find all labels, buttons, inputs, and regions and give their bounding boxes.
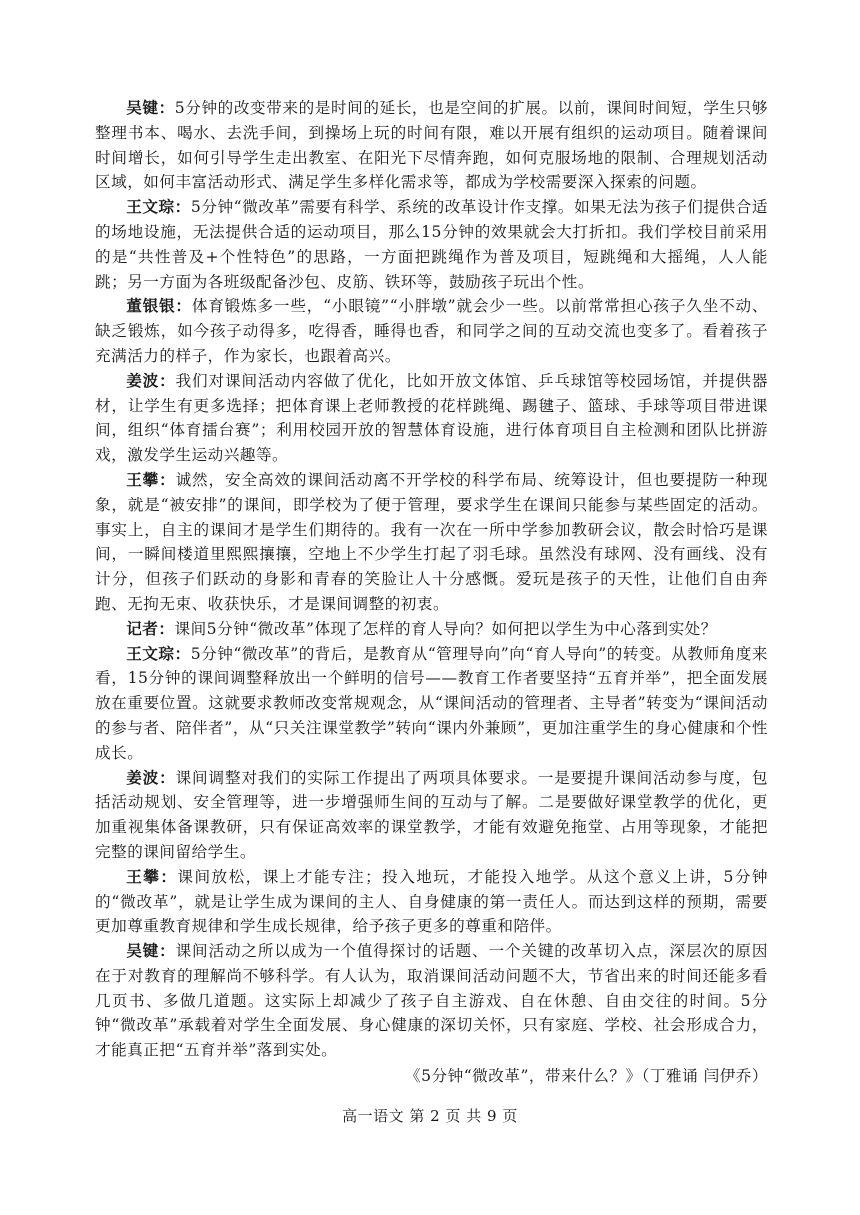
speaker-name: 吴键： [126, 941, 176, 961]
paragraph [95, 294, 768, 368]
paragraph [95, 939, 768, 1063]
paragraph [95, 617, 768, 642]
paragraph [95, 865, 768, 939]
speaker-name: 王文琮： [126, 643, 191, 663]
paragraph-text: 5分钟“微改革”需要有科学、系统的改革设计作支撑。如果无法为孩子们提供合适的场地设施，无法提供合适的运动项目，那么15分钟的效果就会大打折扣。我们学校目前采用的是“共性普及+个性特色”的思路，一方面把跳绳作为普及项目，短跳绳和大摇绳，人人能跳；另一方面为各班级配备沙包、皮筋、铁环等，鼓励孩子玩出个性。 [95, 198, 768, 291]
speaker-name: 记者： [126, 618, 175, 638]
page-footer: 高一语文 第 2 页 共 9 页 [342, 1107, 518, 1125]
paragraph-text: 课间调整对我们的实际工作提出了两项具体要求。一是要提升课间活动参与度，包括活动规划、安全管理等，进一步增强师生间的互动与了解。二是要做好课堂教学的优化，更加重视集体备课教研，只有保证高效率的课堂教学，才能有效避免拖堂、占用等现象，才能把完整的课间留给学生。 [95, 768, 768, 861]
paragraph-text: 课间5分钟“微改革”体现了怎样的育人导向？如何把以学生为中心落到实处？ [174, 619, 717, 638]
paragraph-text: 我们对课间活动内容做了优化，比如开放文体馆、乒乓球馆等校园场馆，并提供器材，让学生有更多选择；把体育课上老师教授的花样跳绳、踢毽子、篮球、手球等项目带进课间，组织“体育擂台赛”；利用校园开放的智慧体育设施，进行体育项目自主检测和团队比拼游戏，激发学生运动兴趣等。 [95, 371, 768, 465]
paragraph [95, 642, 768, 766]
speaker-name: 王文琮： [126, 197, 191, 217]
article-citation: 《5分钟“微改革”，带来什么？》（丁雅诵 闫伊乔） [405, 1067, 768, 1086]
speaker-name: 姜波： [126, 767, 176, 787]
speaker-name: 姜波： [126, 370, 176, 390]
speaker-name: 董银银： [126, 296, 192, 316]
paragraph [95, 468, 768, 617]
paragraph [95, 766, 768, 865]
paragraph-text: 诚然，安全高效的课间活动离不开学校的科学布局、统筹设计，但也要提防一种现象，就是“被安排”的课间，即学校为了便于管理，要求学生在课间只能参与某些固定的活动。事实上，自主的课间才是学生们期待的。我有一次在一所中学参加教研会议，散会时恰巧是课间，一瞬间楼道里熙熙攘攘，空地上不少学生打起了羽毛球。虽然没有球网、没有画线、没有计分，但孩子们跃动的身影和青春的笑脸让人十分感慨。爱玩是孩子的天性，让他们自由奔跑、无拘无束、收获快乐，才是课间调整的初衷。 [95, 470, 768, 613]
speaker-name: 王攀： [126, 866, 178, 886]
paragraph [95, 195, 768, 294]
speaker-name: 吴键： [126, 98, 175, 117]
paragraph-text: 5分钟“微改革”的背后，是教育从“管理导向”向“育人导向”的转变。从教师角度来看，15分钟的课间调整释放出一个鲜明的信号——教育工作者要坚持“五育并举”，把全面发展放在重要位置。这就要求教师改变常规观念，从“课间活动的管理者、主导者”转变为“课间活动的参与者、陪伴者”，从“只关注课堂教学”转向“课内外兼顾”，更加注重学生的身心健康和个性成长。 [95, 644, 768, 762]
speaker-name: 王攀： [126, 469, 176, 489]
paragraph-text: 课间放松，课上才能专注；投入地玩，才能投入地学。从这个意义上讲，5分钟的“微改革”，就是让学生成为课间的主人、自身健康的第一责任人。而达到这样的预期，需要更加尊重教育规律和学生成长规律，给予孩子更多的尊重和陪伴。 [95, 867, 768, 936]
paragraph-text: 体育锻炼多一些，“小眼镜”“小胖墩”就会少一些。以前常常担心孩子久坐不动、缺乏锻炼，如今孩子动得多，吃得香，睡得也香，和同学之间的互动交流也变多了。看着孩子充满活力的样子，作为家长，也跟着高兴。 [95, 297, 768, 365]
article-body [95, 96, 768, 1089]
paragraph-text: 5分钟的改变带来的是时间的延长，也是空间的扩展。以前，课间时间短，学生只够整理书本、喝水、去洗手间，到操场上玩的时间有限，难以开展有组织的运动项目。随着课间时间增长，如何引导学生走出教室、在阳光下尽情奔跑，如何克服场地的限制、合理规划活动区域，如何丰富活动形式、满足学生多样化需求等，都成为学校需要深入探索的问题。 [95, 99, 768, 192]
paragraph [95, 369, 768, 468]
paragraph-text: 课间活动之所以成为一个值得探讨的话题、一个关键的改革切入点，深层次的原因在于对教育的理解尚不够科学。有人认为，取消课间活动问题不大，节省出来的时间还能多看几页书、多做几道题。这实际上却减少了孩子自主游戏、自在休憩、自由交往的时间。5分钟“微改革”承载着对学生全面发展、身心健康的深切关怀，只有家庭、学校、社会形成合力，才能真正把“五育并举”落到实处。 [95, 942, 768, 1060]
paragraph [95, 96, 768, 195]
